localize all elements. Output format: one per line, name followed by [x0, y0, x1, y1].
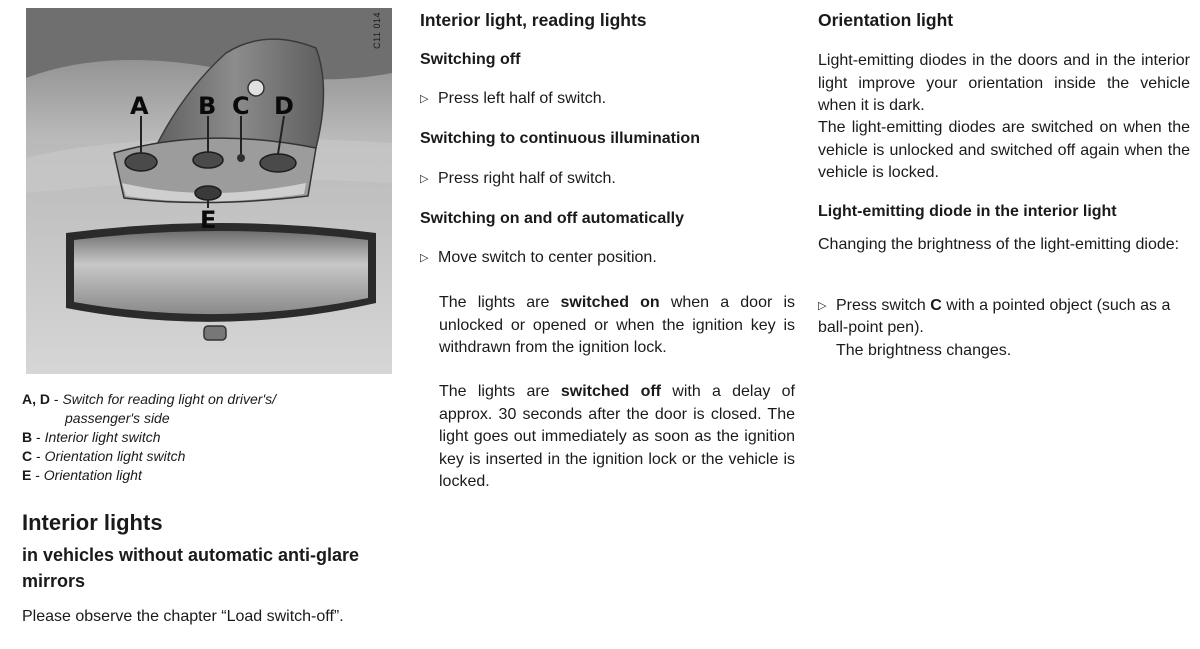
caption-text-b: Interior light switch — [44, 429, 161, 445]
figure-label-a: A — [130, 92, 149, 120]
reading-lights-title: Interior light, reading lights — [420, 10, 647, 30]
caption-text-ad: Switch for reading light on driver's/ — [62, 391, 277, 407]
caption-key-b: B — [22, 429, 33, 445]
led-step-pre: Press switch — [836, 297, 931, 314]
caption-text-e: Orientation light — [43, 467, 142, 483]
led-step — [818, 295, 1190, 339]
switched-off-pre: The lights are — [439, 383, 561, 400]
caption-text-c: Orientation light switch — [44, 448, 186, 464]
switched-on-pre: The lights are — [439, 294, 561, 311]
step-arrow-icon: ▷ — [818, 300, 827, 312]
figure-label-c: C — [232, 92, 250, 120]
switched-off-bold: switched off — [560, 383, 661, 400]
step-arrow-icon: ▷ — [420, 173, 429, 185]
orientation-para-1: Light-emitting diodes in the doors and in the interior light improve your orientation inside the vehicle when it is dark. — [818, 52, 1190, 114]
led-heading: Light-emitting diode in the interior light — [818, 203, 1117, 220]
switched-on-post: when a door is unlocked or opened or when the ignition key is withdrawn from the ignition lock. — [439, 294, 795, 356]
figure-label-d: D — [274, 92, 294, 120]
orientation-light-title: Orientation light — [818, 10, 954, 30]
caption-text-ad-cont: passenger's side — [65, 410, 170, 426]
caption-key-c: C — [22, 448, 33, 464]
automatic-step — [420, 247, 657, 269]
automatic-heading: Switching on and off automatically — [420, 210, 685, 227]
figure-code: C11 014 — [372, 12, 382, 49]
switching-off-heading: Switching off — [420, 51, 521, 68]
continuous-heading: Switching to continuous illumination — [420, 130, 700, 147]
caption-key-e: E — [22, 467, 32, 483]
step-arrow-icon: ▷ — [420, 93, 429, 105]
caption-key-ad: A, D — [22, 391, 50, 407]
continuous-step-text: Press right half of switch. — [438, 170, 616, 187]
load-switch-off-note: Please observe the chapter “Load switch-off”. — [22, 608, 344, 625]
led-step-result: The brightness changes. — [836, 342, 1012, 359]
step-arrow-icon: ▷ — [420, 252, 429, 264]
switched-on-bold: switched on — [560, 294, 660, 311]
switched-on-paragraph — [439, 292, 795, 360]
figure-label-b: B — [198, 92, 217, 120]
interior-lights-subtitle: in vehicles without automatic anti-glare mirrors — [22, 545, 360, 591]
led-paragraph: Changing the brightness of the light-emitting diode: — [818, 236, 1180, 253]
interior-light-illustration — [26, 8, 392, 374]
led-step-post: with a pointed object (such as a ball-point pen). — [818, 297, 1171, 336]
figure-label-e: E — [200, 206, 217, 234]
led-step-bold: C — [930, 297, 942, 314]
caption-row-e: E - Orientation light — [22, 467, 142, 483]
figure-caption — [22, 390, 392, 485]
automatic-step-text: Move switch to center position. — [438, 249, 657, 266]
caption-row-b: B - Interior light switch — [22, 429, 161, 445]
caption-row-ad: A, D - Switch for reading light on driver's/ — [22, 391, 277, 407]
switching-off-step — [420, 88, 606, 110]
switched-off-paragraph — [439, 381, 795, 494]
continuous-step — [420, 168, 616, 190]
interior-lights-title: Interior lights — [22, 510, 163, 535]
orientation-para-2: The light-emitting diodes are switched on when the vehicle is unlocked and switched off again when the vehicle is locked. — [818, 119, 1190, 181]
switching-off-step-text: Press left half of switch. — [438, 90, 607, 107]
interior-light-figure — [26, 8, 392, 374]
switched-off-post: with a delay of approx. 30 seconds after the door is closed. The light goes out immediately as soon as the ignition key is inserted in the ignition lock or the vehicle is locked. — [439, 383, 795, 490]
caption-row-c: C - Orientation light switch — [22, 448, 186, 464]
